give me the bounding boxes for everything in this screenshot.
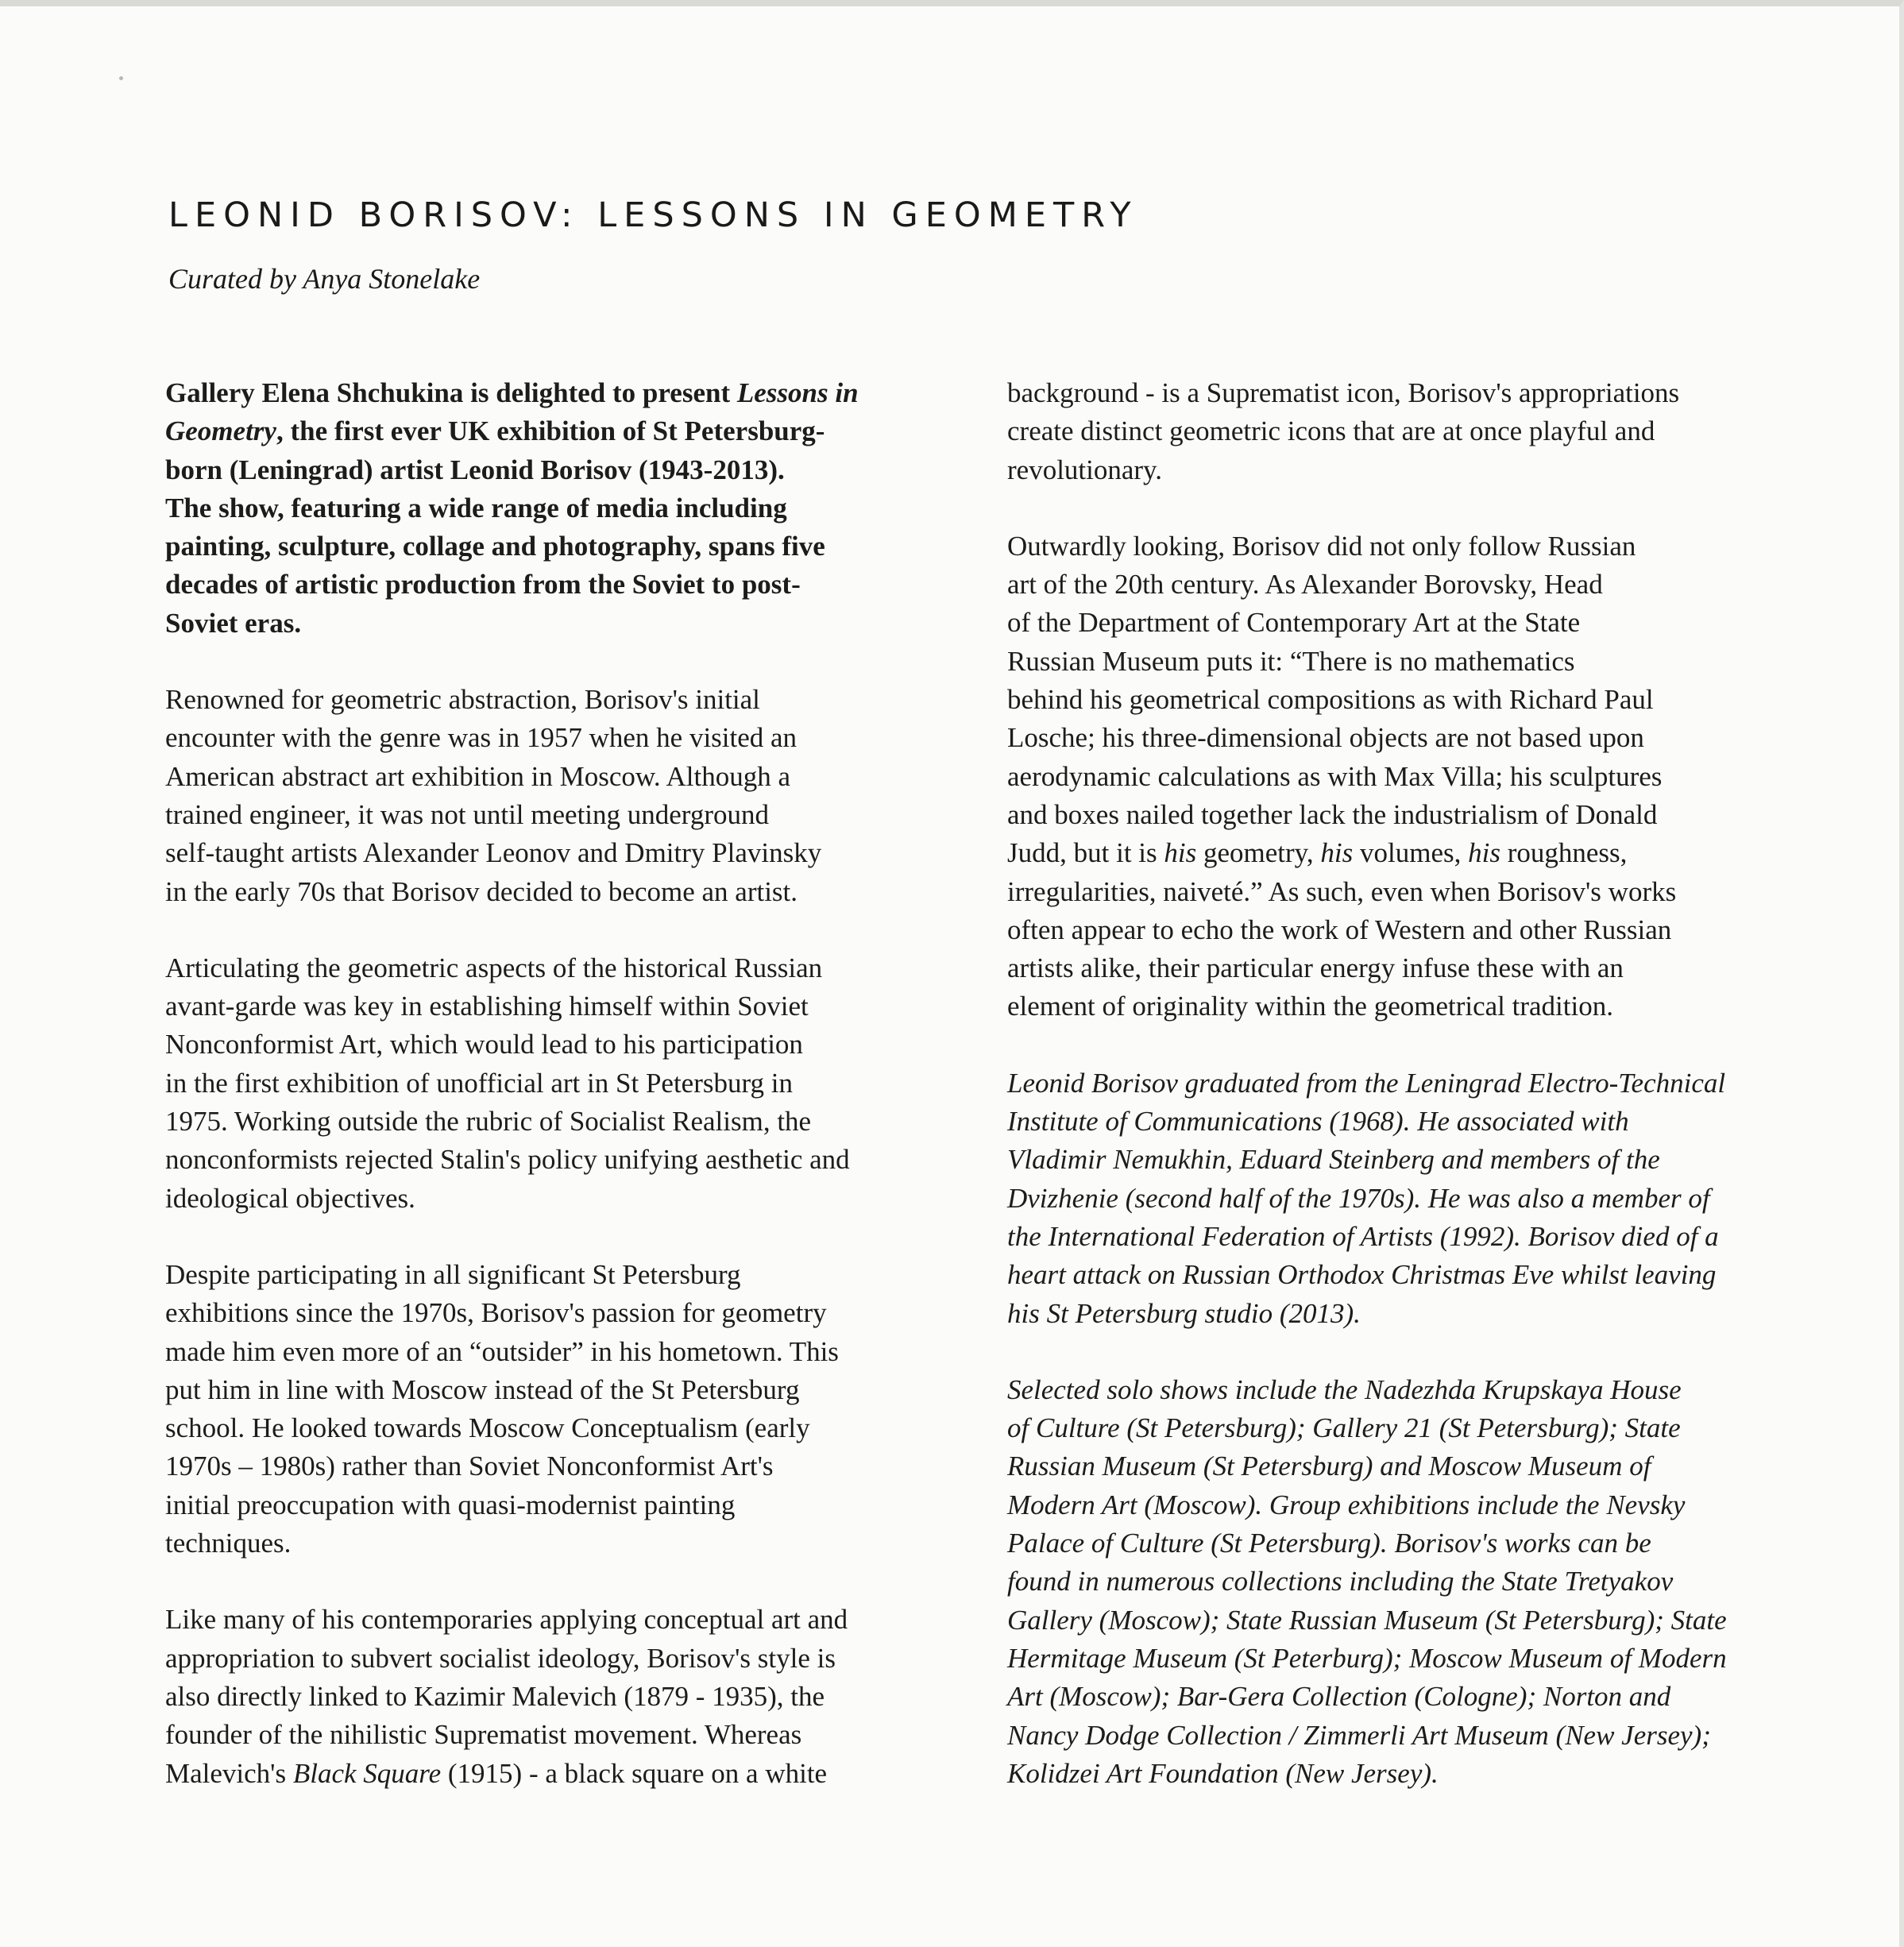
text-line: American abstract art exhibition in Moscow. Although a [165,760,790,792]
artwork-title-italic: Black Square [292,1757,442,1789]
exhibition-title-italic: Lessons in [736,377,859,408]
text-line: in the early 70s that Borisov decided to become an artist. [165,875,798,907]
text-line: element of originality within the geometrical tradition. [1007,991,1613,1022]
text-line: born (Leningrad) artist Leonid Borisov (1943-2013). [165,454,785,485]
text-line: appropriation to subvert socialist ideology, Borisov's style is [165,1642,836,1674]
text-line: 1975. Working outside the rubric of Socialist Realism, the [165,1106,812,1138]
avant-garde-paragraph [165,949,983,1218]
text-line: The show, featuring a wide range of media including [165,492,787,523]
text-line: artists alike, their particular energy infuse these with an [1007,952,1624,984]
suprematist-continuation-paragraph [1007,374,1811,489]
text-line: often appear to echo the work of Western and other Russian [1007,914,1672,945]
text-line: his St Petersburg studio (2013). [1007,1297,1361,1329]
text-line: Art (Moscow); Bar-Gera Collection (Cologne); Norton and [1007,1681,1671,1713]
curator-credit: Curated by Anya Stonelake [168,263,481,295]
text-line: of the Department of Contemporary Art at the State [1007,607,1581,639]
text-line: school. He looked towards Moscow Conceptualism (early [165,1412,810,1444]
text-line: Nancy Dodge Collection / Zimmerli Art Museum (New Jersey); [1007,1719,1711,1751]
text-line: nonconformists rejected Stalin's policy unifying aesthetic and [165,1144,850,1176]
text-line: create distinct geometric icons that are at once playful and [1007,415,1655,447]
text-line: founder of the nihilistic Suprematist movement. Whereas [165,1719,802,1751]
text-line: Kolidzei Art Foundation (New Jersey). [1007,1757,1439,1789]
text-line: Palace of Culture (St Petersburg). Borisov's works can be [1007,1528,1651,1559]
text-line: Vladimir Nemukhin, Eduard Steinberg and members of the [1007,1144,1660,1176]
text-line: Despite participating in all significant St Petersburg [165,1258,741,1290]
text-line: Like many of his contemporaries applying conceptual art and [165,1604,848,1636]
text-line: Soviet eras. [165,607,302,639]
text-line: encounter with the genre was in 1957 when he visited an [165,722,798,754]
text-line: in the first exhibition of unofficial art in St Petersburg in [165,1067,793,1099]
text-line: Gallery (Moscow); State Russian Museum (St Petersburg); State [1007,1604,1727,1636]
text-line: self-taught artists Alexander Leonov and Dmitry Plavinsky [165,837,822,869]
geometric-abstraction-paragraph [165,681,983,911]
text-line: background - is a Suprematist icon, Borisov's appropriations [1007,377,1680,408]
text-line: aerodynamic calculations as with Max Villa; his sculptures [1007,760,1663,792]
malevich-paragraph [165,1601,983,1792]
text-line: Losche; his three-dimensional objects are not based upon [1007,722,1644,754]
text-line: Institute of Communications (1968). He associated with [1007,1106,1629,1138]
text-line: Geometry, the first ever UK exhibition of St Petersburg- [165,415,825,447]
right-column [1007,374,1811,1831]
text-line: Dvizhenie (second half of the 1970s). He was also a member of [1007,1182,1710,1214]
text-line: heart attack on Russian Orthodox Christmas Eve whilst leaving [1007,1259,1717,1291]
text-line: exhibitions since the 1970s, Borisov's passion for geometry [165,1297,827,1329]
intro-paragraph [165,374,983,643]
text-line: painting, sculpture, collage and photography, spans five [165,531,825,562]
biography-paragraph [1007,1064,1811,1333]
borovsky-quote-paragraph [1007,527,1811,1026]
text-line: decades of artistic production from the Soviet to post- [165,569,801,601]
text-line: put him in line with Moscow instead of the St Petersburg [165,1373,800,1405]
text-line: behind his geometrical compositions as with Richard Paul [1007,684,1654,716]
text-line: Nonconformist Art, which would lead to his participation [165,1029,803,1060]
text-line: techniques. [165,1528,292,1559]
text-line: revolutionary. [1007,454,1163,485]
text-line: avant-garde was key in establishing himself within Soviet [165,991,809,1022]
text-line: the International Federation of Artists (1992). Borisov died of a [1007,1220,1719,1252]
text-line: irregularities, naiveté.” As such, even when Borisov's works [1007,875,1677,907]
exhibition-title-italic: Geometry [165,415,276,447]
text-line: and boxes nailed together lack the industrialism of Donald [1007,798,1658,830]
text-line: Malevich's Black Square (1915) - a black square on a white [165,1757,828,1789]
text-line: Articulating the geometric aspects of the historical Russian [165,952,823,983]
text-line: initial preoccupation with quasi-modernist painting [165,1489,736,1520]
text-line: Selected solo shows include the Nadezhda Krupskaya House [1007,1373,1682,1405]
text-line: Leonid Borisov graduated from the Leningrad Electro-Technical [1007,1067,1726,1099]
text-line: Renowned for geometric abstraction, Borisov's initial [165,684,760,716]
text-line: Judd, but it is his geometry, his volumes, his roughness, [1007,837,1628,869]
exhibitions-collections-paragraph [1007,1371,1811,1793]
outsider-paragraph [165,1256,983,1563]
text-line: art of the 20th century. As Alexander Borovsky, Head [1007,569,1603,601]
text-line: 1970s – 1980s) rather than Soviet Nonconformist Art's [165,1451,774,1482]
text-line: Outwardly looking, Borisov did not only follow Russian [1007,530,1636,562]
paper-speck [119,76,123,80]
text-line: ideological objectives. [165,1182,415,1214]
text-line: of Culture (St Petersburg); Gallery 21 (St Petersburg); State [1007,1412,1681,1444]
text-line: Hermitage Museum (St Peterburg); Moscow Museum of Modern [1007,1642,1727,1674]
text-line: Modern Art (Moscow). Group exhibitions include the Nevsky [1007,1489,1686,1520]
text-line: trained engineer, it was not until meeting underground [165,798,769,830]
text-line: Russian Museum puts it: “There is no mathematics [1007,645,1575,677]
text-line: made him even more of an “outsider” in his hometown. This [165,1335,839,1367]
text-line: Gallery Elena Shchukina is delighted to present Lessons in [165,377,859,408]
text-line: also directly linked to Kazimir Malevich (1879 - 1935), the [165,1680,825,1712]
left-column [165,374,983,1831]
text-line: Russian Museum (St Petersburg) and Moscow Museum of [1007,1451,1651,1482]
page-title: LEONID BORISOV: LESSONS IN GEOMETRY [168,195,1138,235]
text-line: found in numerous collections including the State Tretyakov [1007,1566,1674,1597]
